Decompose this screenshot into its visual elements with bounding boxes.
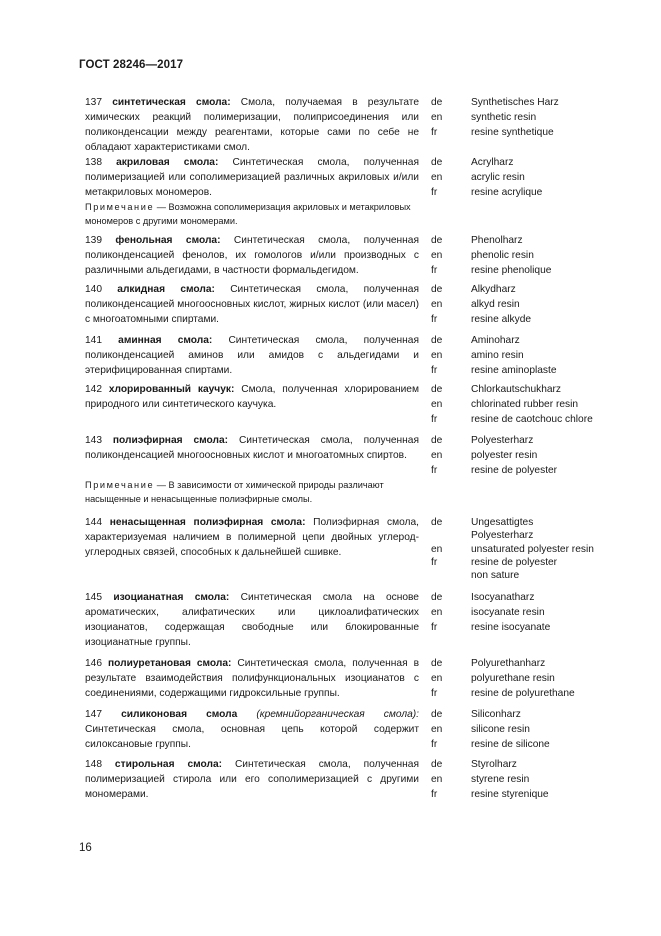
lang-term: resine de caotchouc chlore xyxy=(471,414,593,425)
term-text: Синтетическая смола, полученная поликонденсацией аминов или амидов с альдегидами и этерифицированная спиртами. xyxy=(85,335,419,376)
lang-code: de xyxy=(431,709,443,720)
lang-term: Acrylharz xyxy=(471,157,514,168)
lang-term: non sature xyxy=(471,570,520,581)
lang-term: resine de silicone xyxy=(471,739,550,750)
lang-code: fr xyxy=(431,557,438,568)
lang-code: fr xyxy=(431,127,438,138)
term-number: 144 xyxy=(85,517,102,528)
term-text: Синтетическая смола, полученная поликонденсацией многоосновных кислот, жирных кислот (или масел) с многоатомными спиртами. xyxy=(85,284,419,325)
term-name: хлорированный каучук: xyxy=(108,384,235,395)
lang-code: de xyxy=(431,97,443,108)
term-number: 137 xyxy=(85,97,102,108)
lang-term: amino resin xyxy=(471,350,524,361)
lang-term: Aminoharz xyxy=(471,335,520,346)
lang-term: alkyd resin xyxy=(471,299,520,310)
term-definition xyxy=(85,282,419,327)
lang-term: resine de polyester xyxy=(471,465,558,476)
term-text: Синтетическая смола, полученная полимеризацией стирола или его сополимеризацией с другими мономерами. xyxy=(85,759,419,800)
lang-term: synthetic resin xyxy=(471,112,537,123)
term-number: 138 xyxy=(85,157,102,168)
lang-code: en xyxy=(431,544,443,555)
lang-code: en xyxy=(431,250,443,261)
lang-code: en xyxy=(431,172,443,183)
lang-code: en xyxy=(431,607,443,618)
lang-term: Phenolharz xyxy=(471,235,523,246)
term-name: силиконовая смола xyxy=(121,709,238,720)
term-name: полиэфирная смола: xyxy=(112,435,229,446)
lang-term: resine isocyanate xyxy=(471,622,551,633)
lang-term: silicone resin xyxy=(471,724,530,735)
lang-term: Ungesattigtes xyxy=(471,517,534,528)
lang-code: en xyxy=(431,112,443,123)
term-text: Полиэфирная смола, характеризуемая наличием в полимерной цепи двойных углерод-углеродных связей, способных к дальнейшей сшивке. xyxy=(85,517,419,558)
lang-term: isocyanate resin xyxy=(471,607,545,618)
term-definition xyxy=(85,155,419,200)
term-number: 145 xyxy=(85,592,102,603)
term-text: Синтетическая смола на основе ароматических, алифатических или циклоалифатических изоцианатов, содержащая свободные или блокированные изоцианатные группы. xyxy=(85,592,419,648)
term-name: синтетическая смола: xyxy=(112,97,231,108)
lang-code: en xyxy=(431,399,443,410)
page-number: 16 xyxy=(79,842,92,854)
term-name: алкидная смола: xyxy=(117,284,215,295)
note-label: Примечание xyxy=(85,202,155,212)
term-number: 147 xyxy=(85,709,102,720)
lang-term: styrene resin xyxy=(471,774,530,785)
lang-code: de xyxy=(431,759,443,770)
term-text: Синтетическая смола, полученная поликонденсацией фенолов, их гомологов и/или производных с различными альдегидами, в частности формальдегидом. xyxy=(85,235,419,276)
lang-code: fr xyxy=(431,187,438,198)
term-definition xyxy=(85,333,419,378)
term-name: аминная смола: xyxy=(118,335,213,346)
lang-term: resine synthetique xyxy=(471,127,554,138)
lang-term: resine de polyester xyxy=(471,557,558,568)
term-definition xyxy=(85,707,419,752)
lang-code: fr xyxy=(431,789,438,800)
term-text: Синтетическая смола, полученная в результате взаимодействия полифункциональных изоцианатов с соединениями, содержащими гидроксильные группы. xyxy=(85,658,419,699)
term-name: акриловая смола: xyxy=(116,157,219,168)
lang-code: de xyxy=(431,517,443,528)
lang-code: en xyxy=(431,299,443,310)
lang-term: Siliconharz xyxy=(471,709,521,720)
lang-code: de xyxy=(431,284,443,295)
note-text: — Возможна сополимеризация акриловых и метакриловых мономеров с другими мономерами. xyxy=(85,202,411,226)
term-definition xyxy=(85,656,419,701)
document-header: ГОСТ 28246—2017 xyxy=(79,59,184,71)
term-number: 142 xyxy=(85,384,102,395)
lang-term: acrylic resin xyxy=(471,172,525,183)
term-definition xyxy=(85,95,419,155)
lang-term: resine de polyurethane xyxy=(471,688,575,699)
term-number: 143 xyxy=(85,435,102,446)
term-definition xyxy=(85,757,419,802)
lang-code: en xyxy=(431,450,443,461)
lang-code: fr xyxy=(431,365,438,376)
lang-code: fr xyxy=(431,688,438,699)
lang-code: de xyxy=(431,235,443,246)
lang-term: Chlorkautschukharz xyxy=(471,384,562,395)
term-number: 140 xyxy=(85,284,102,295)
term-name: ненасыщенная полиэфирная смола: xyxy=(109,517,306,528)
term-text: Смола, полученная хлорированием природного или синтетического каучука. xyxy=(85,384,419,410)
term-note xyxy=(85,200,425,228)
note-label: Примечание xyxy=(85,480,155,490)
lang-code: fr xyxy=(431,739,438,750)
lang-term: chlorinated rubber resin xyxy=(471,399,579,410)
term-name: полиуретановая смола: xyxy=(107,658,232,669)
lang-term: polyester resin xyxy=(471,450,538,461)
lang-term: Polyurethanharz xyxy=(471,658,546,669)
lang-term: Polyesterharz xyxy=(471,435,534,446)
lang-term: Polyesterharz xyxy=(471,530,534,541)
lang-code: de xyxy=(431,592,443,603)
term-text: Синтетическая смола, полученная поликонденсацией многоосновных кислот и многоатомных спиртов. xyxy=(85,435,419,461)
lang-term: Isocyanatharz xyxy=(471,592,535,603)
lang-code: fr xyxy=(431,465,438,476)
term-text: Синтетическая смола, полученная полимеризацией или сополимеризацией различных акриловых и/или метакриловых мономеров. xyxy=(85,157,419,198)
term-definition xyxy=(85,433,419,463)
lang-code: de xyxy=(431,658,443,669)
lang-code: de xyxy=(431,157,443,168)
lang-term: resine acrylique xyxy=(471,187,543,198)
lang-code: fr xyxy=(431,414,438,425)
lang-code: en xyxy=(431,350,443,361)
lang-term: polyurethane resin xyxy=(471,673,555,684)
note-text: — В зависимости от химической природы различают насыщенные и ненасыщенные полиэфирные смолы. xyxy=(85,480,384,504)
lang-code: fr xyxy=(431,314,438,325)
term-name: изоцианатная смола: xyxy=(113,592,230,603)
lang-term: resine aminoplaste xyxy=(471,365,557,376)
term-number: 139 xyxy=(85,235,102,246)
term-number: 148 xyxy=(85,759,102,770)
lang-code: en xyxy=(431,774,443,785)
term-definition xyxy=(85,515,419,560)
term-note xyxy=(85,478,425,506)
lang-code: fr xyxy=(431,622,438,633)
lang-code: en xyxy=(431,673,443,684)
lang-code: fr xyxy=(431,265,438,276)
lang-code: de xyxy=(431,335,443,346)
term-definition xyxy=(85,233,419,278)
term-number: 146 xyxy=(85,658,102,669)
term-definition xyxy=(85,382,419,412)
lang-term: Styrolharz xyxy=(471,759,517,770)
lang-term: Synthetisches Harz xyxy=(471,97,559,108)
lang-code: en xyxy=(431,724,443,735)
lang-term: phenolic resin xyxy=(471,250,534,261)
term-definition xyxy=(85,590,419,650)
lang-code: de xyxy=(431,435,443,446)
term-synonym: (кремнийорганическая смола): xyxy=(256,709,419,720)
term-name: фенольная смола: xyxy=(115,235,221,246)
term-text: Синтетическая смола, основная цепь которой содержит силоксановые группы. xyxy=(85,724,419,750)
term-number: 141 xyxy=(85,335,102,346)
lang-term: resine phenolique xyxy=(471,265,552,276)
lang-term: resine alkyde xyxy=(471,314,532,325)
lang-term: unsaturated polyester resin xyxy=(471,544,594,555)
lang-code: de xyxy=(431,384,443,395)
lang-term: resine styrenique xyxy=(471,789,549,800)
term-name: стирольная смола: xyxy=(114,759,223,770)
lang-term: Alkydharz xyxy=(471,284,516,295)
term-text: Смола, получаемая в результате химических реакций полимеризации, полиприсоединения или поликонденсации между реагентами, которые сами по себе не обладают характеристиками смол. xyxy=(85,97,419,153)
